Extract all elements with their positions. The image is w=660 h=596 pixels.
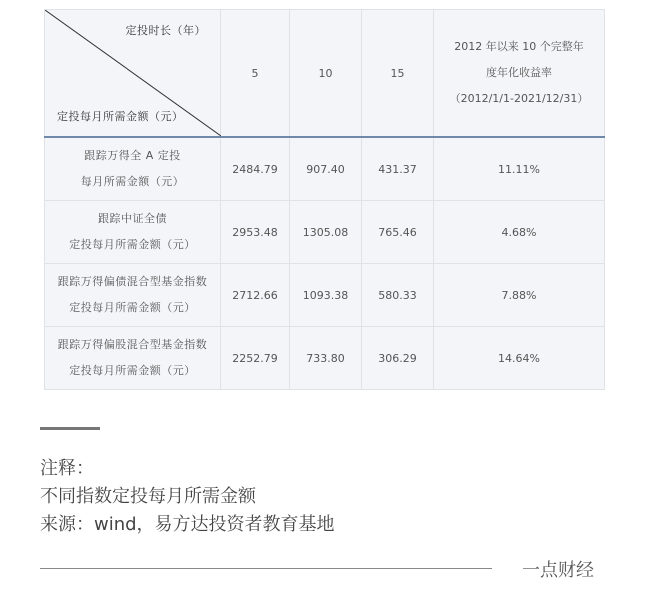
value-10y: 907.40 [290, 137, 362, 201]
diag-bottom-label: 定投每月所需金额（元） [57, 110, 184, 123]
row-label [45, 327, 221, 390]
footer-divider [40, 568, 492, 569]
source-line: 来源：wind，易方达投资者教育基地 [40, 514, 335, 535]
value-15y: 306.29 [362, 327, 434, 390]
return-header [434, 10, 605, 138]
year-header-15: 15 [362, 10, 434, 138]
table-row [45, 201, 605, 264]
row-label-line: 跟踪万得偏债混合型基金指数 [57, 275, 208, 288]
value-10y: 733.80 [290, 327, 362, 390]
value-5y: 2953.48 [221, 201, 290, 264]
value-15y: 580.33 [362, 264, 434, 327]
annual-return: 11.11% [434, 137, 605, 201]
value-15y: 431.37 [362, 137, 434, 201]
table-header-row [45, 10, 605, 138]
value-10y: 1093.38 [290, 264, 362, 327]
row-label-line: 跟踪万得全 A 定投 [84, 149, 181, 162]
row-label-line: 每月所需金额（元） [80, 175, 185, 188]
brand-label: 一点财经 [522, 560, 594, 581]
annual-return: 7.88% [434, 264, 605, 327]
row-label-line: 定投每月所需金额（元） [69, 364, 196, 377]
diagonal-header-cell [45, 10, 221, 138]
return-header-line: 度年化收益率 [486, 66, 552, 79]
notes-title: 注释： [40, 458, 94, 479]
value-15y: 765.46 [362, 201, 434, 264]
row-label [45, 264, 221, 327]
row-label-line: 跟踪万得偏股混合型基金指数 [57, 338, 208, 351]
year-header-10: 10 [290, 10, 362, 138]
notes-line: 不同指数定投每月所需金额 [40, 486, 256, 507]
row-label [45, 201, 221, 264]
table-row [45, 327, 605, 390]
value-5y: 2484.79 [221, 137, 290, 201]
section-divider [40, 427, 100, 430]
row-label [45, 137, 221, 201]
row-label-line: 跟踪中证全债 [98, 212, 167, 225]
diag-top-label: 定投时长（年） [125, 24, 206, 37]
return-header-line: 2012 年以来 10 个完整年 [454, 40, 584, 53]
table-row [45, 137, 605, 201]
annual-return: 14.64% [434, 327, 605, 390]
returns-table [44, 9, 605, 390]
value-5y: 2252.79 [221, 327, 290, 390]
year-header-5: 5 [221, 10, 290, 138]
row-label-line: 定投每月所需金额（元） [69, 238, 196, 251]
return-header-line: （2012/1/1-2021/12/31） [449, 92, 589, 105]
table-row [45, 264, 605, 327]
value-10y: 1305.08 [290, 201, 362, 264]
row-label-line: 定投每月所需金额（元） [69, 301, 196, 314]
value-5y: 2712.66 [221, 264, 290, 327]
notes-block [40, 455, 335, 539]
annual-return: 4.68% [434, 201, 605, 264]
